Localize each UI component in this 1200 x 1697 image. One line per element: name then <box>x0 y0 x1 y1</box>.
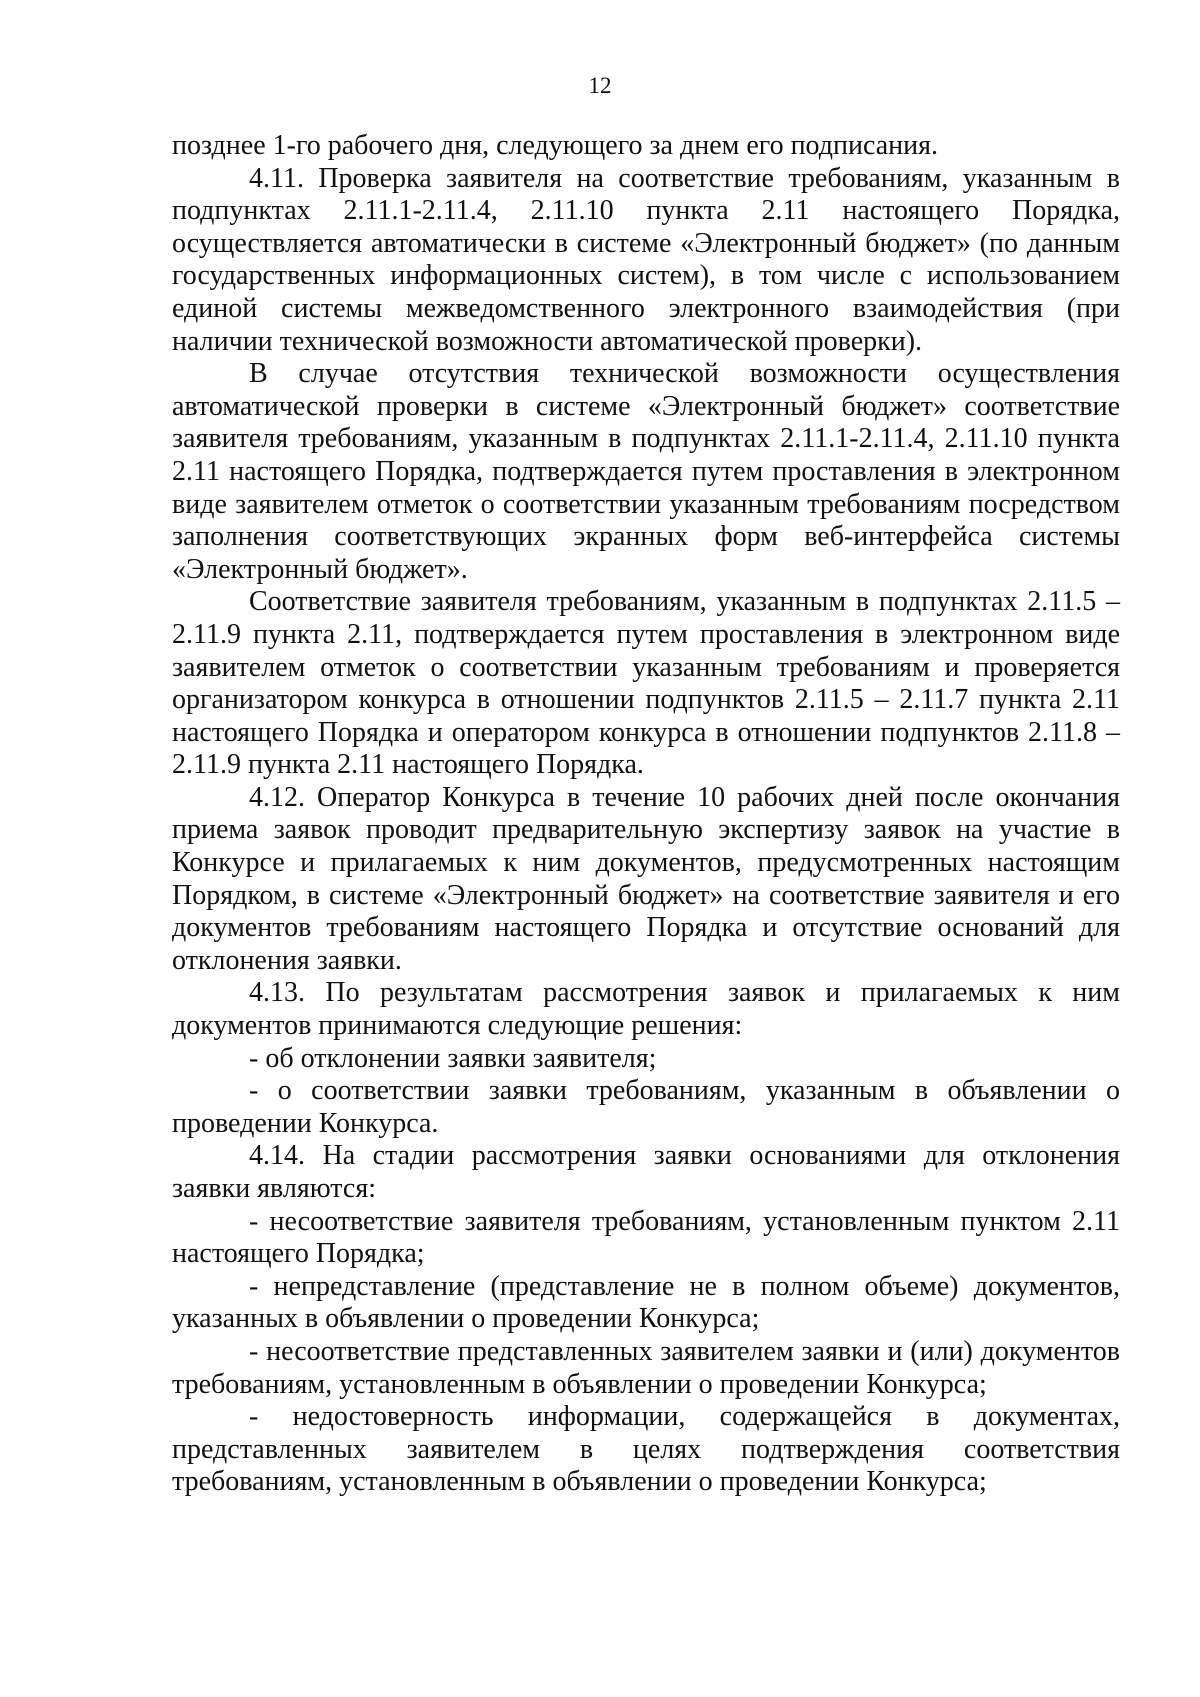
document-body <box>172 130 1120 1499</box>
list-item-incomplete-documents: - непредставление (представление не в полном объеме) документов, указанных в объявлении о проведении Конкурса; <box>172 1270 1120 1335</box>
paragraph-4-12: 4.12. Оператор Конкурса в течение 10 рабочих дней после окончания приема заявок проводит предварительную экспертизу заявок на участие в Конкурсе и прилагаемых к ним документов, предусмотренных настоящим Порядком, в системе «Электронный бюджет» на соответствие заявителя и его документов требованиям настоящего Порядка и отсутствие оснований для отклонения заявки. <box>172 781 1120 976</box>
list-item-compliance-decision: - о соответствии заявки требованиям, указанным в объявлении о проведении Конкурса. <box>172 1075 1120 1139</box>
paragraph-4-13: 4.13. По результатам рассмотрения заявок и прилагаемых к ним документов принимаются следующие решения: <box>172 977 1120 1042</box>
paragraph-4-14: 4.14. На стадии рассмотрения заявки основаниями для отклонения заявки являются: <box>172 1140 1120 1204</box>
list-item-unreliable-information: - недостоверность информации, содержащейся в документах, представленных заявителем в целях подтверждения соответствия требованиям, установленным в объявлении о проведении Конкурса; <box>172 1401 1120 1498</box>
paragraph-4-11-compliance: Соответствие заявителя требованиям, указанным в подпунктах 2.11.5 – 2.11.9 пункта 2.11, подтверждается путем проставления в электронном виде заявителем отметок о соответствии указанным требованиям и проверяется организатором конкурса в отношении подпунктов 2.11.5 – 2.11.7 пункта 2.11 настоящего Порядка и оператором конкурса в отношении подпунктов 2.11.8 – 2.11.9 пункта 2.11 настоящего Порядка. <box>172 586 1120 781</box>
paragraph-continuation: позднее 1-го рабочего дня, следующего за днем его подписания. <box>172 130 939 161</box>
list-item-documents-noncompliance: - несоответствие представленных заявителем заявки и (или) документов требованиям, установленным в объявлении о проведении Конкурса; <box>172 1335 1120 1400</box>
list-item-applicant-noncompliance: - несоответствие заявителя требованиям, установленным пунктом 2.11 настоящего Порядка; <box>172 1205 1120 1270</box>
paragraph-4-11-no-automation: В случае отсутствия технической возможности осуществления автоматической проверки в системе «Электронный бюджет» соответствие заявителя требованиям, указанным в подпунктах 2.11.1-2.11.4, 2.11.10 пункта 2.11 настоящего Порядка, подтверждается путем проставления в электронном виде заявителем отметок о соответствии указанным требованиям посредством заполнения соответствующих экранных форм веб-интерфейса системы «Электронный бюджет». <box>172 358 1120 585</box>
page-number: 12 <box>588 73 612 98</box>
paragraph-4-11: 4.11. Проверка заявителя на соответствие требованиям, указанным в подпунктах 2.11.1-2.11.4, 2.11.10 пункта 2.11 настоящего Порядка, осуществляется автоматически в системе «Электронный бюджет» (по данным государственных информационных систем), в том числе с использованием единой системы межведомственного электронного взаимодействия (при наличии технической возможности автоматической проверки). <box>172 162 1120 357</box>
list-item-rejection-decision: - об отклонении заявки заявителя; <box>249 1042 657 1074</box>
